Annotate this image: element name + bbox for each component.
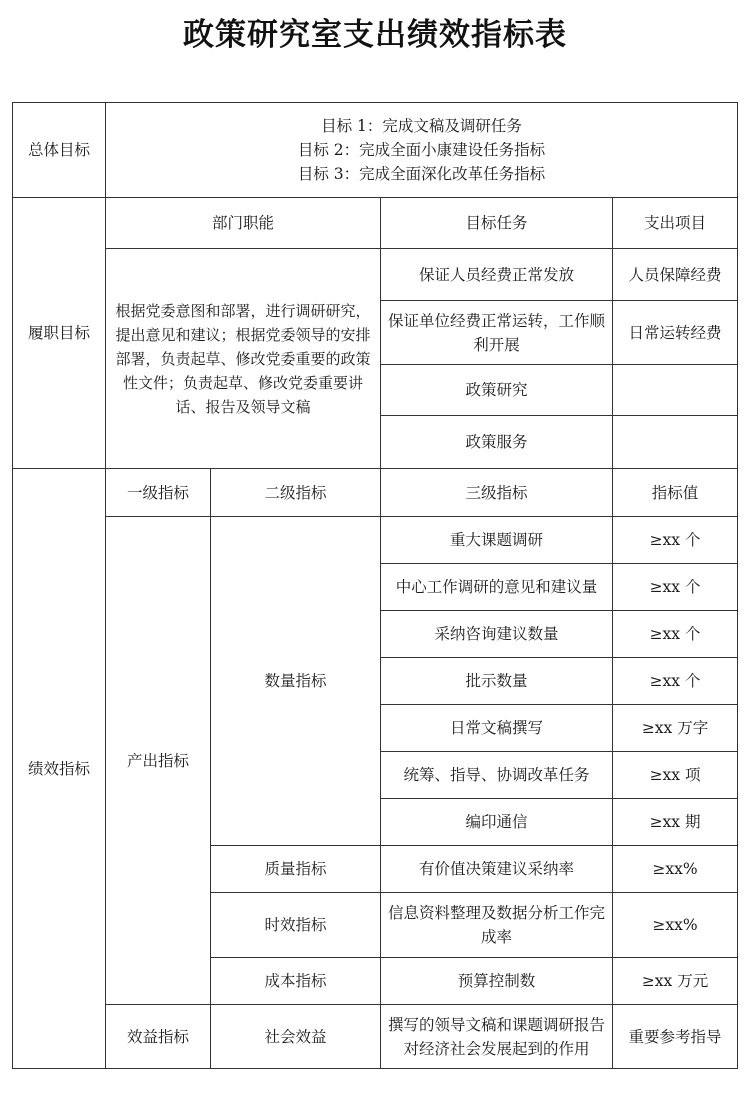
expense-item: 日常运转经费 <box>613 301 738 365</box>
indicator-header-row <box>13 469 738 517</box>
cost-indicator-label: 成本指标 <box>211 958 381 1005</box>
timeliness-indicator-label: 时效指标 <box>211 893 381 958</box>
indicator-value: 重要参考指导 <box>613 1005 738 1069</box>
overall-goal-label: 总体目标 <box>13 103 106 198</box>
level3-indicator: 编印通信 <box>381 799 613 846</box>
task-header: 目标任务 <box>381 198 613 249</box>
indicator-value: ≥xx 个 <box>613 611 738 658</box>
indicator-value: ≥xx% <box>613 893 738 958</box>
target-task: 保证单位经费正常运转，工作顺利开展 <box>381 301 613 365</box>
output-indicator-label: 产出指标 <box>106 517 211 1005</box>
overall-goal-row <box>13 103 738 198</box>
department-function-text: 根据党委意图和部署，进行调研研究，提出意见和建议；根据党委领导的安排部署，负责起草、修改党委重要的政策性文件；负责起草、修改党委重要讲话、报告及领导文稿 <box>106 249 381 469</box>
goal-item: 目标 3：完成全面深化改革任务指标 <box>297 165 546 183</box>
duty-row <box>13 249 738 301</box>
level3-indicator: 有价值决策建议采纳率 <box>381 846 613 893</box>
overall-goal-list <box>106 103 738 198</box>
expense-item <box>613 416 738 469</box>
indicator-row <box>13 517 738 564</box>
quantity-indicator-label: 数量指标 <box>211 517 381 846</box>
indicator-value: ≥xx% <box>613 846 738 893</box>
indicator-value: ≥xx 万元 <box>613 958 738 1005</box>
expense-item <box>613 365 738 416</box>
benefit-indicator-label: 效益指标 <box>106 1005 211 1069</box>
expense-item: 人员保障经费 <box>613 249 738 301</box>
level2-header: 二级指标 <box>211 469 381 517</box>
indicator-value: ≥xx 个 <box>613 564 738 611</box>
indicator-value: ≥xx 个 <box>613 517 738 564</box>
quality-indicator-label: 质量指标 <box>211 846 381 893</box>
target-task: 政策研究 <box>381 365 613 416</box>
expense-header: 支出项目 <box>613 198 738 249</box>
duty-header-row <box>13 198 738 249</box>
performance-indicator-label: 绩效指标 <box>13 469 106 1069</box>
target-task: 保证人员经费正常发放 <box>381 249 613 301</box>
indicator-value: ≥xx 万字 <box>613 705 738 752</box>
performance-table <box>12 102 738 1069</box>
level3-indicator: 预算控制数 <box>381 958 613 1005</box>
page-title: 政策研究室支出绩效指标表 <box>183 17 567 53</box>
indicator-value: ≥xx 期 <box>613 799 738 846</box>
duty-goal-label: 履职目标 <box>13 198 106 469</box>
indicator-value: ≥xx 项 <box>613 752 738 799</box>
level3-indicator: 撰写的领导文稿和课题调研报告对经济社会发展起到的作用 <box>381 1005 613 1069</box>
indicator-value-header: 指标值 <box>613 469 738 517</box>
function-header: 部门职能 <box>106 198 381 249</box>
level3-indicator: 信息资料整理及数据分析工作完成率 <box>381 893 613 958</box>
target-task: 政策服务 <box>381 416 613 469</box>
goal-item: 目标 1：完成文稿及调研任务 <box>321 117 522 135</box>
level3-indicator: 中心工作调研的意见和建议量 <box>381 564 613 611</box>
level3-indicator: 批示数量 <box>381 658 613 705</box>
level3-indicator: 重大课题调研 <box>381 517 613 564</box>
indicator-row <box>13 1005 738 1069</box>
level3-indicator: 日常文稿撰写 <box>381 705 613 752</box>
level1-header: 一级指标 <box>106 469 211 517</box>
level3-indicator: 采纳咨询建议数量 <box>381 611 613 658</box>
level3-indicator: 统筹、指导、协调改革任务 <box>381 752 613 799</box>
indicator-value: ≥xx 个 <box>613 658 738 705</box>
social-benefit-label: 社会效益 <box>211 1005 381 1069</box>
goal-item: 目标 2：完成全面小康建设任务指标 <box>297 141 546 159</box>
level3-header: 三级指标 <box>381 469 613 517</box>
